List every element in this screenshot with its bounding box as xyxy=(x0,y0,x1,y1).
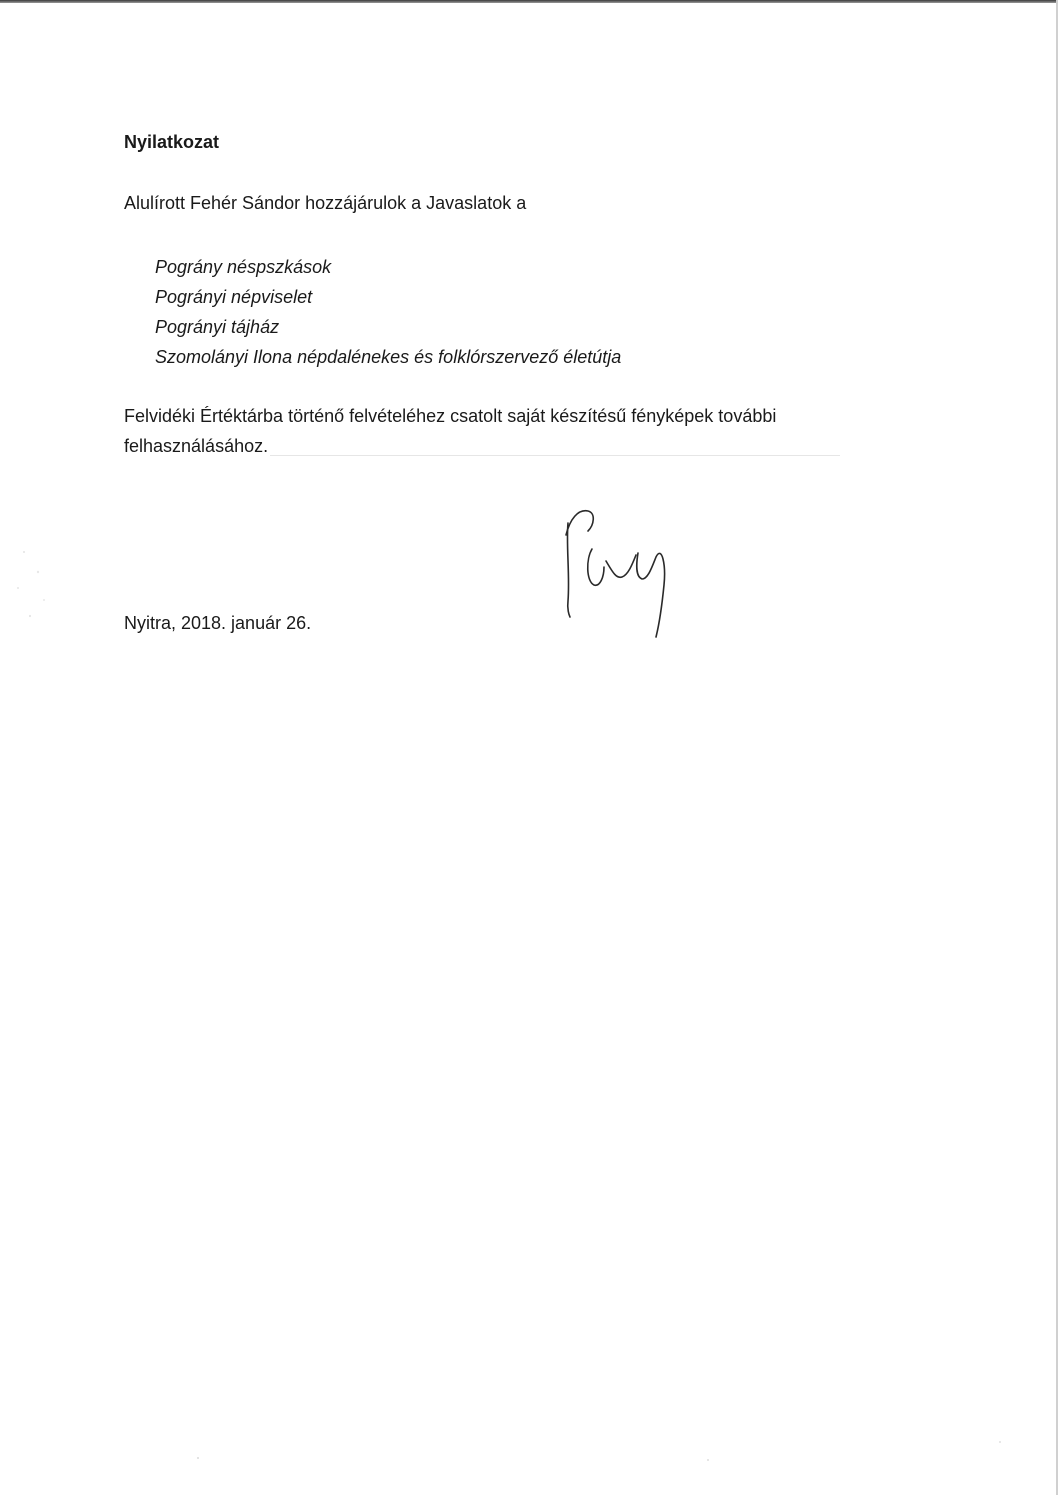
consent-paragraph: Felvidéki Értéktárba történő felvételéhez csatolt saját készítésű fényképek további felhasználásához. xyxy=(124,406,777,456)
proposal-item: Szomolányi Ilona népdalénekes és folklórszervező életútja xyxy=(155,347,622,367)
handwritten-signature xyxy=(552,505,702,645)
proposal-item: Pogrányi tájház xyxy=(155,317,280,337)
intro-sentence: Alulírott Fehér Sándor hozzájárulok a Javaslatok a xyxy=(124,193,527,213)
place-date: Nyitra, 2018. január 26. xyxy=(124,613,312,633)
scan-artifact-line xyxy=(270,455,840,456)
proposal-list xyxy=(155,252,621,372)
document-title: Nyilatkozat xyxy=(124,132,220,152)
proposal-item: Pográny néspszkások xyxy=(155,257,332,277)
proposal-item: Pogrányi népviselet xyxy=(155,287,313,307)
scan-edge xyxy=(0,0,1058,3)
